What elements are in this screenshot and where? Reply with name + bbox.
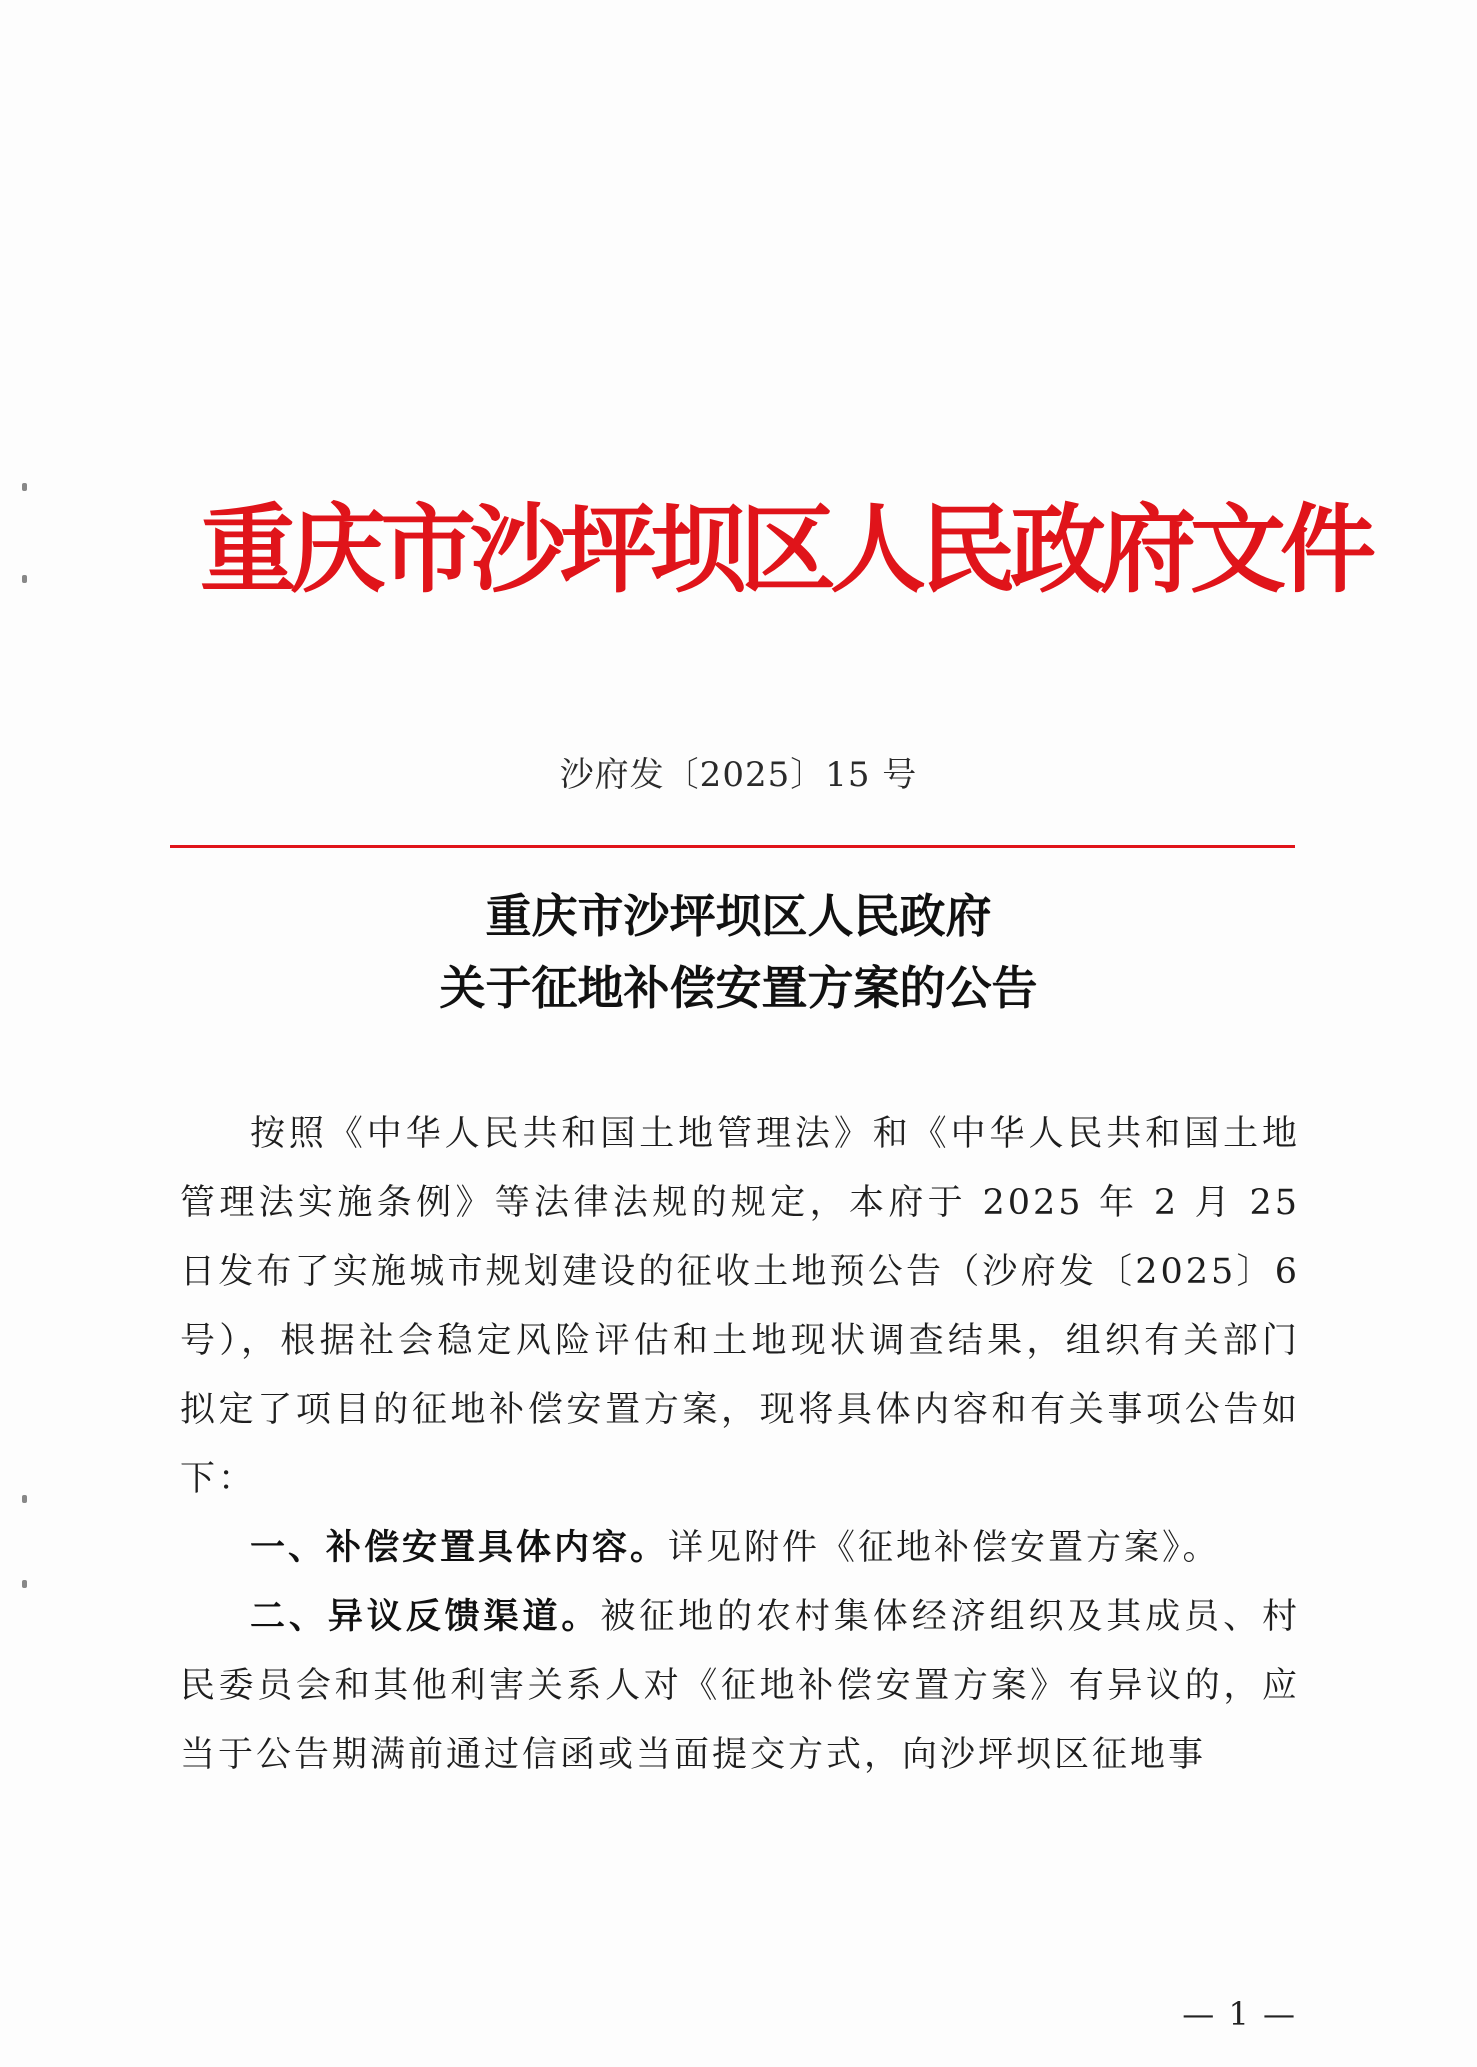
section-1-heading: 一、补偿安置具体内容。 (250, 1528, 669, 1568)
document-number: 沙府发〔2025〕15 号 (559, 755, 918, 795)
section-1-paragraph (180, 1514, 1300, 1583)
red-header-title: 重庆市沙坪坝区人民政府文件 (200, 494, 1370, 606)
section-1-text: 详见附件《征地补偿安置方案》。 (668, 1528, 1221, 1568)
body-text (180, 1100, 1300, 1790)
intro-paragraph: 按照《中华人民共和国土地管理法》和《中华人民共和国土地管理法实施条例》等法律法规的规定，本府于 2025 年 2 月 25 日发布了实施城市规划建设的征收土地预公告（沙府发〔2025〕6 号），根据社会稳定风险评估和土地现状调查结果，组织有关部门拟定了项目的征地补偿安置方案，现将具体内容和有关事项公告如下： (180, 1114, 1300, 1499)
binding-hole-mark (22, 575, 27, 583)
notice-title-line1: 重庆市沙坪坝区人民政府 (485, 889, 992, 943)
section-2-heading: 二、异议反馈渠道。 (250, 1597, 601, 1637)
binding-hole-mark (22, 483, 27, 491)
section-2-text: 被征地的农村集体经济组织及其成员、村民委员会和其他利害关系人对《征地补偿安置方案》有异议的，应当于公告期满前通过信函或当面提交方式，向沙坪坝区征地事 (180, 1597, 1300, 1775)
section-2-paragraph (180, 1583, 1300, 1790)
binding-hole-mark (22, 1495, 27, 1503)
notice-title-line2: 关于征地补偿安置方案的公告 (439, 961, 1038, 1015)
notice-title (0, 880, 1477, 1024)
page-number: — 1 — (1182, 1995, 1297, 2033)
red-separator-line (170, 845, 1295, 848)
binding-hole-mark (22, 1580, 27, 1588)
